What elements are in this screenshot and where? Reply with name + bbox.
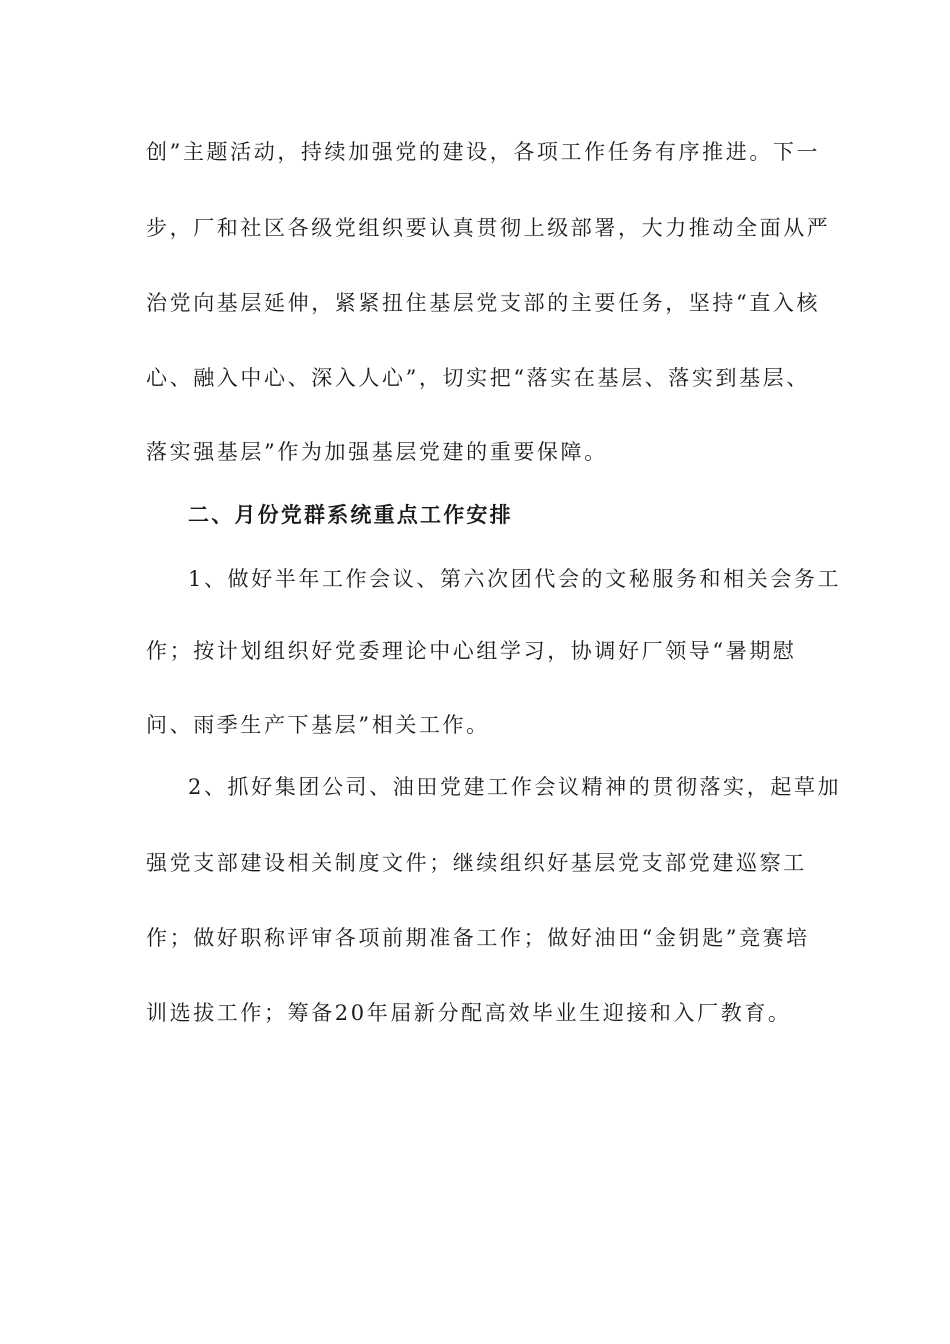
section-heading: 二、月份党群系统重点工作安排 xyxy=(188,502,513,527)
item-2-line-1: 2、抓好集团公司、油田党建工作会议精神的贯彻落实，起草加 xyxy=(188,775,842,799)
item-2-line-2: 强党支部建设相关制度文件；继续组织好基层党支部党建巡察工 xyxy=(146,851,807,875)
item-2-line-4: 训选拔工作；筹备20年届新分配高效毕业生迎接和入厂教育。 xyxy=(146,1001,792,1025)
item-1-line-3: 问、雨季生产下基层”相关工作。 xyxy=(146,713,490,737)
item-1-line-2: 作；按计划组织好党委理论中心组学习，协调好厂领导“暑期慰 xyxy=(146,639,797,663)
item-1-line-1: 1、做好半年工作会议、第六次团代会的文秘服务和相关会务工 xyxy=(188,567,842,591)
paragraph-1-line-1: 创”主题活动，持续加强党的建设，各项工作任务有序推进。下一 xyxy=(146,140,821,164)
item-2-line-3: 作；做好职称评审各项前期准备工作；做好油田“金钥匙”竞赛培 xyxy=(146,926,810,950)
paragraph-1-line-2: 步，厂和社区各级党组织要认真贯彻上级部署，大力推动全面从严 xyxy=(146,216,831,240)
paragraph-1-line-3: 治党向基层延伸，紧紧扭住基层党支部的主要任务，坚持“直入核 xyxy=(146,291,821,315)
paragraph-1-line-4: 心、融入中心、深入人心”，切实把“落实在基层、落实到基层、 xyxy=(146,366,810,390)
paragraph-1-line-5: 落实强基层”作为加强基层党建的重要保障。 xyxy=(146,440,608,464)
